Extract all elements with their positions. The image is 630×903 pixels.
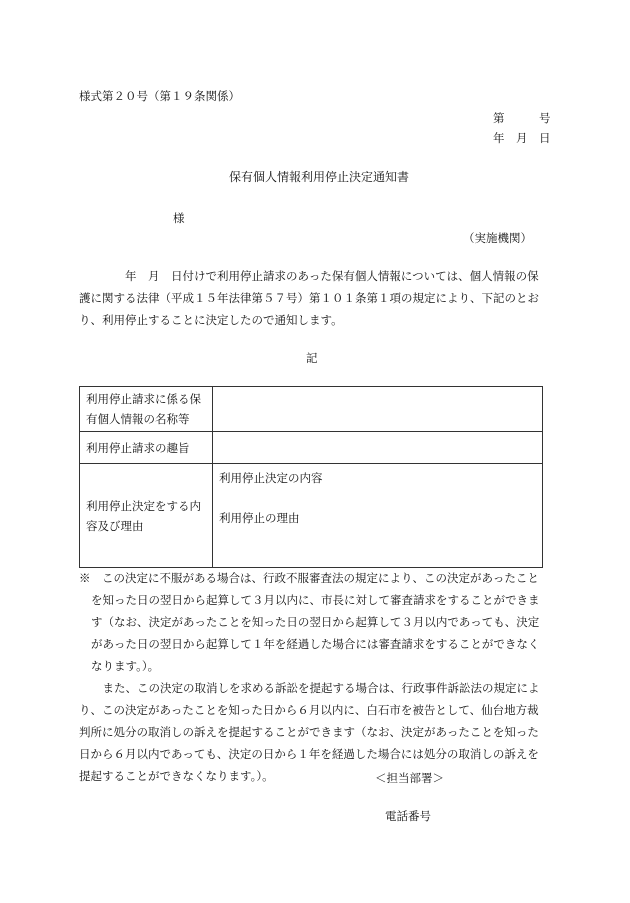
decision-reason-label: 利用停止の理由 xyxy=(219,511,300,525)
note-line: また、この決定の取消しを求める訴訟を提起する場合は、行政事件訴訟法の規定によ xyxy=(91,681,540,695)
note-line: があった日の翌日から起算して１年を経過した場合には審査請求をすることができなく xyxy=(91,637,540,651)
document-date: 年 月 日 xyxy=(493,131,551,145)
label-line: 有個人情報の名称等 xyxy=(86,412,190,426)
table-row xyxy=(80,432,543,464)
issuing-agency: （実施機関） xyxy=(463,231,532,245)
label-line: 利用停止決定をする内 xyxy=(86,498,201,513)
label-line: 容及び理由 xyxy=(86,518,144,533)
decision-label xyxy=(80,464,213,568)
ki-heading: 記 xyxy=(306,351,318,365)
note-line: す（なお、決定があったことを知った日の翌日から起算して３月以内であっても、決定 xyxy=(91,615,540,629)
note-line: なります。）。 xyxy=(91,659,160,673)
note-line: 日から６月以内であっても、決定の日から１年を経過した場合には処分の取消しの訴えを xyxy=(79,747,539,761)
phone-label: 電話番号 xyxy=(385,809,431,823)
request-purpose-value[interactable] xyxy=(213,432,543,464)
label-line: 利用停止請求に係る保 xyxy=(86,392,201,406)
note-line: り、この決定があったことを知った日から６月以内に、白石市を被告として、仙台地方裁 xyxy=(79,703,539,717)
body-line: 年 月 日付けで利用停止請求のあった保有個人情報については、個人情報の保 xyxy=(79,269,539,283)
document-number: 第 号 xyxy=(493,111,551,125)
form-number: 様式第２０号（第１９条関係） xyxy=(79,89,240,103)
item-name-label xyxy=(80,387,213,432)
table-row xyxy=(80,387,543,432)
body-line: り、利用停止することに決定したので通知します。 xyxy=(79,313,343,327)
department-label: ＜担当部署＞ xyxy=(375,771,444,785)
document-title: 保有個人情報利用停止決定通知書 xyxy=(229,170,410,184)
body-line: 護に関する法律（平成１５年法律第５７号）第１０１条第１項の規定により、下記のとお xyxy=(79,291,539,305)
note-line: を知った日の翌日から起算して３月以内に、市長に対して審査請求をすることができま xyxy=(91,593,540,607)
table-row xyxy=(80,464,543,568)
recipient-honorific: 様 xyxy=(173,211,185,225)
item-name-value[interactable] xyxy=(213,387,543,432)
note-line: 提起することができなくなります。）。 xyxy=(79,769,274,783)
details-table xyxy=(79,386,543,568)
note-line: ※ この決定に不服がある場合は、行政不服審査法の規定により、この決定があったこと xyxy=(79,571,539,585)
request-purpose-label: 利用停止請求の趣旨 xyxy=(80,432,213,464)
note-line: 判所に処分の取消しの訴えを提起することができます（なお、決定があったことを知った xyxy=(79,725,539,739)
decision-value[interactable] xyxy=(213,464,543,568)
decision-content-label: 利用停止決定の内容 xyxy=(219,471,323,485)
